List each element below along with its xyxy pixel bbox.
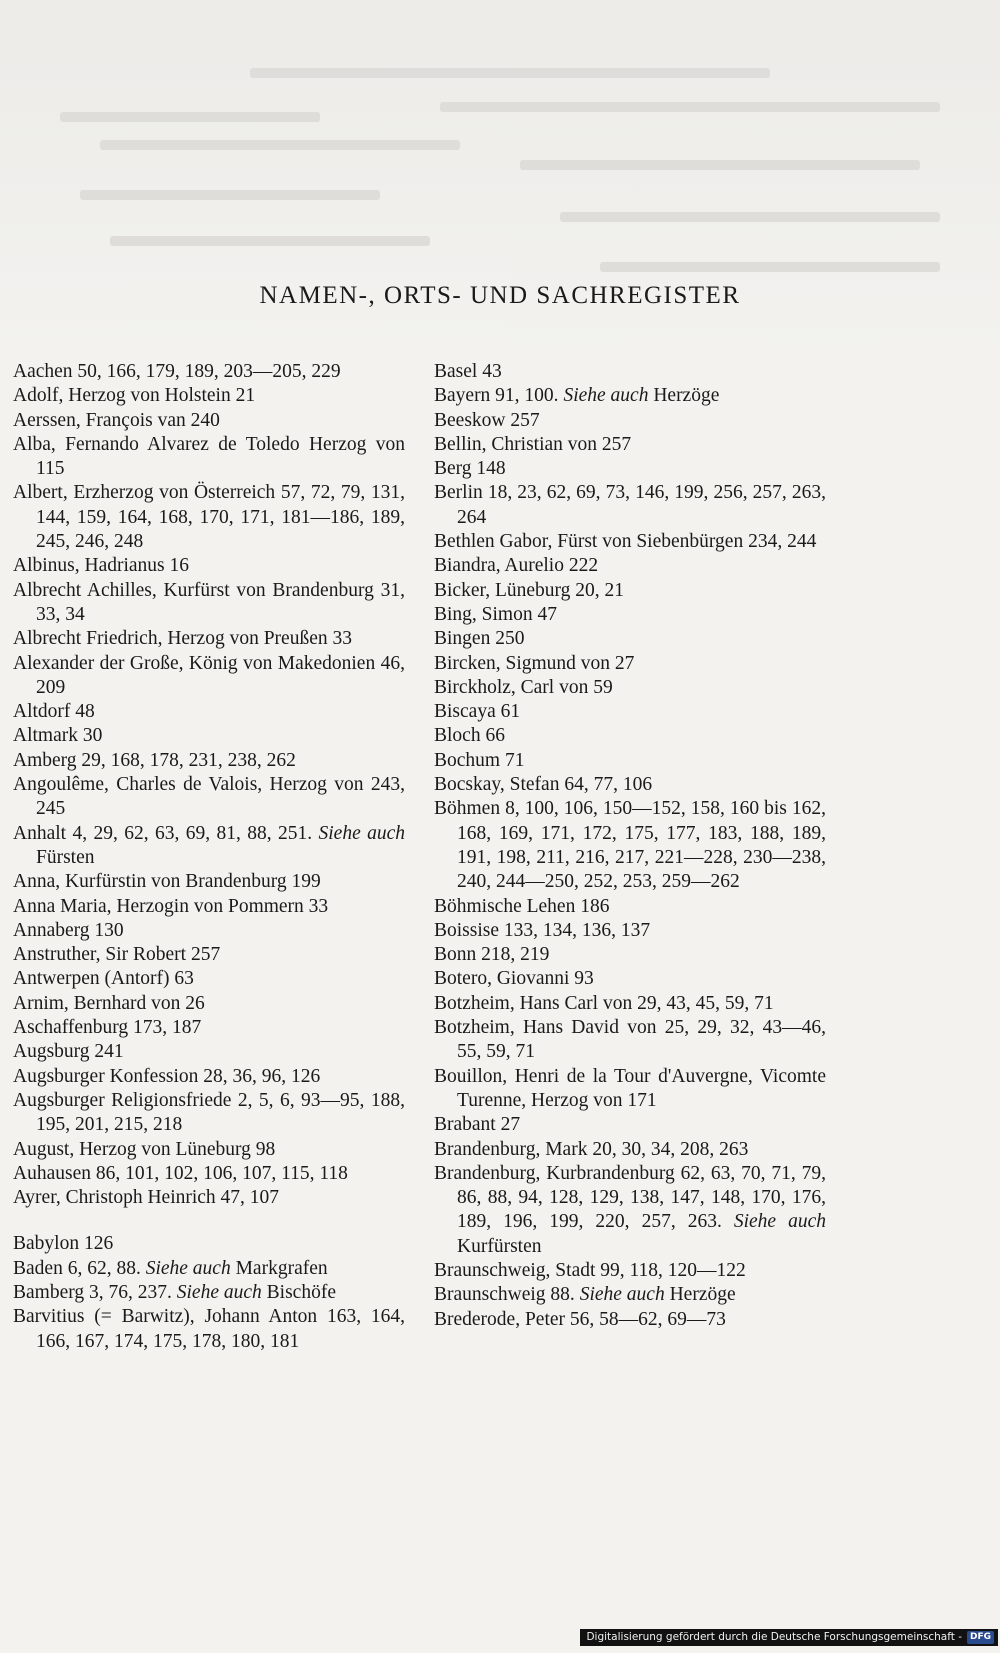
- see-also-target: Fürsten: [36, 846, 95, 868]
- index-entry: [434, 481, 826, 530]
- index-entry-text: Baden 6, 62, 88.: [13, 1257, 141, 1279]
- index-entry: [13, 1186, 405, 1210]
- index-entry-text: Bouillon, Henri de la Tour d'Auvergne, Vicomte Turenne, Herzog von 171: [434, 1065, 826, 1111]
- index-entry-text: Angoulême, Charles de Valois, Herzog von 243, 245: [13, 774, 405, 820]
- index-entry: [13, 579, 405, 628]
- index-entry: [434, 384, 826, 408]
- index-entry-text: Anstruther, Sir Robert 257: [13, 944, 221, 966]
- index-entry: [434, 797, 826, 894]
- index-entry-text: Bing, Simon 47: [434, 603, 557, 625]
- index-entry-text: Augsburger Konfession 28, 36, 96, 126: [13, 1065, 321, 1087]
- index-entry-text: Albinus, Hadrianus 16: [13, 555, 190, 577]
- index-entry-text: Altdorf 48: [13, 701, 95, 723]
- index-entry-text: Bicker, Lüneburg 20, 21: [434, 579, 625, 601]
- index-entry: [13, 384, 405, 408]
- index-entry: [13, 822, 405, 871]
- index-entry: [434, 1308, 826, 1332]
- index-entry: [434, 724, 826, 748]
- index-entry: [13, 554, 405, 578]
- index-entry-text: Albrecht Achilles, Kurfürst von Brandenburg 31, 33, 34: [13, 579, 405, 625]
- index-entry: [434, 1016, 826, 1065]
- index-entry-text: Bircken, Sigmund von 27: [434, 652, 635, 674]
- index-entry: [13, 481, 405, 554]
- index-entry: [13, 1281, 405, 1305]
- index-entry-text: Bethlen Gabor, Fürst von Siebenbürgen 234, 244: [434, 531, 817, 553]
- index-entry: [13, 749, 405, 773]
- index-entry: [13, 1232, 405, 1256]
- index-entry-text: Arnim, Bernhard von 26: [13, 992, 205, 1014]
- index-entry-text: Brandenburg, Mark 20, 30, 34, 208, 263: [434, 1138, 749, 1160]
- index-entry: [13, 943, 405, 967]
- index-entry: [434, 409, 826, 433]
- index-entry-text: Bellin, Christian von 257: [434, 433, 632, 455]
- index-entry: [434, 749, 826, 773]
- index-entry: [13, 627, 405, 651]
- index-entry: [434, 579, 826, 603]
- index-entry-text: Botero, Giovanni 93: [434, 968, 594, 990]
- index-entry: [13, 700, 405, 724]
- index-entry-text: Braunschweig 88.: [434, 1284, 575, 1306]
- index-entry-text: Braunschweig, Stadt 99, 118, 120—122: [434, 1259, 746, 1281]
- index-entry-text: Birckholz, Carl von 59: [434, 676, 613, 698]
- index-entry: [434, 700, 826, 724]
- index-entry-text: Aschaffenburg 173, 187: [13, 1017, 202, 1039]
- index-entry-text: Biscaya 61: [434, 701, 521, 723]
- index-entry: [434, 967, 826, 991]
- index-entry-text: Boissise 133, 134, 136, 137: [434, 919, 651, 941]
- index-entry-text: Adolf, Herzog von Holstein 21: [13, 385, 256, 407]
- index-entry-text: Berg 148: [434, 458, 506, 480]
- index-entry-text: Bayern 91, 100.: [434, 385, 559, 407]
- index-entry-text: Aerssen, François van 240: [13, 409, 220, 431]
- index-entry-text: Amberg 29, 168, 178, 231, 238, 262: [13, 749, 296, 771]
- index-entry-text: Aachen 50, 166, 179, 189, 203—205, 229: [13, 361, 341, 382]
- index-entry-text: Basel 43: [434, 361, 502, 382]
- index-entry: [13, 433, 405, 482]
- index-entry-text: Biandra, Aurelio 222: [434, 555, 599, 577]
- index-entry-text: Anna Maria, Herzogin von Pommern 33: [13, 895, 329, 917]
- index-entry: [13, 409, 405, 433]
- index-entry: [434, 895, 826, 919]
- index-entry: [13, 1089, 405, 1138]
- index-entry-text: Anna, Kurfürstin von Brandenburg 199: [13, 871, 321, 893]
- index-entry: [434, 943, 826, 967]
- index-entry: [434, 433, 826, 457]
- index-entry-text: Altmark 30: [13, 725, 103, 747]
- see-also-label: Siehe auch: [145, 1257, 231, 1279]
- index-entry: [13, 1162, 405, 1186]
- index-entry: [13, 919, 405, 943]
- index-entry: [13, 360, 405, 384]
- index-entry: [13, 1065, 405, 1089]
- index-entry-text: Anhalt 4, 29, 62, 63, 69, 81, 88, 251.: [13, 822, 313, 844]
- index-entry: [434, 1283, 826, 1307]
- index-column-left: [13, 360, 405, 1354]
- see-also-label: Siehe auch: [563, 385, 649, 407]
- index-entry-text: Bochum 71: [434, 749, 525, 771]
- see-also-label: Siehe auch: [318, 822, 406, 844]
- see-also-label: Siehe auch: [579, 1284, 665, 1306]
- index-entry-text: Brabant 27: [434, 1114, 521, 1136]
- index-entry-text: Bamberg 3, 76, 237.: [13, 1281, 172, 1303]
- index-entry: [13, 652, 405, 701]
- footer-text: Digitalisierung gefördert durch die Deutsche Forschungsgemeinschaft -: [586, 1631, 962, 1643]
- see-also-target: Bischöfe: [261, 1281, 336, 1303]
- see-also-label: Siehe auch: [733, 1211, 826, 1233]
- index-entry: [434, 1065, 826, 1114]
- see-also-target: Markgrafen: [230, 1257, 328, 1279]
- index-entry: [13, 724, 405, 748]
- index-entry-text: Albert, Erzherzog von Österreich 57, 72, 79, 131, 144, 159, 164, 168, 170, 171, 181—186, 189, 245, 246, 248: [13, 482, 405, 553]
- index-entry-text: Böhmische Lehen 186: [434, 895, 610, 917]
- index-entry-text: August, Herzog von Lüneburg 98: [13, 1138, 276, 1160]
- index-entry-text: Albrecht Friedrich, Herzog von Preußen 33: [13, 628, 352, 650]
- index-entry-text: Brederode, Peter 56, 58—62, 69—73: [434, 1308, 726, 1330]
- index-entry-text: Bloch 66: [434, 725, 505, 747]
- index-entry: [13, 1138, 405, 1162]
- index-entry: [434, 627, 826, 651]
- index-entry: [434, 530, 826, 554]
- see-also-label: Siehe auch: [176, 1281, 262, 1303]
- index-entry-text: Alexander der Große, König von Makedonien 46, 209: [13, 652, 405, 698]
- index-entry: [434, 773, 826, 797]
- index-entry-text: Bonn 218, 219: [434, 944, 550, 966]
- index-entry: [434, 992, 826, 1016]
- index-entry-text: Ayrer, Christoph Heinrich 47, 107: [13, 1187, 280, 1209]
- index-entry-text: Brandenburg, Kurbrandenburg 62, 63, 70, 71, 79, 86, 88, 94, 128, 129, 138, 147, 148, 170, 176, 189, 196, 199, 220, 257, 263.: [434, 1162, 826, 1233]
- index-entry: [434, 1113, 826, 1137]
- index-entry: [434, 676, 826, 700]
- index-column-right: [434, 360, 826, 1332]
- page-title: NAMEN-, ORTS- UND SACHREGISTER: [259, 282, 741, 309]
- dfg-footer: [580, 1629, 998, 1646]
- index-entry: [13, 1305, 405, 1354]
- dfg-logo: DFG: [967, 1631, 994, 1644]
- index-entry-text: Auhausen 86, 101, 102, 106, 107, 115, 118: [13, 1162, 348, 1184]
- index-entry: [434, 603, 826, 627]
- index-entry: [434, 554, 826, 578]
- index-entry: [434, 1162, 826, 1259]
- index-entry: [434, 1259, 826, 1283]
- index-entry: [434, 360, 826, 384]
- section-gap: [13, 1210, 405, 1232]
- see-also-target: Herzöge: [648, 385, 720, 407]
- index-entry: [434, 919, 826, 943]
- index-entry: [13, 992, 405, 1016]
- index-entry: [13, 870, 405, 894]
- index-entry-text: Bingen 250: [434, 628, 525, 650]
- index-entry-text: Barvitius (= Barwitz), Johann Anton 163, 164, 166, 167, 174, 175, 178, 180, 181: [13, 1306, 405, 1352]
- index-entry: [13, 967, 405, 991]
- index-entry: [13, 895, 405, 919]
- index-entry: [13, 1016, 405, 1040]
- index-entry: [13, 1257, 405, 1281]
- see-also-target: Kurfürsten: [457, 1235, 542, 1257]
- index-entry: [434, 1138, 826, 1162]
- index-entry-text: Botzheim, Hans David von 25, 29, 32, 43—46, 55, 59, 71: [434, 1017, 826, 1063]
- index-entry: [434, 652, 826, 676]
- index-entry-text: Beeskow 257: [434, 409, 540, 431]
- index-entry-text: Babylon 126: [13, 1233, 114, 1255]
- index-entry: [13, 773, 405, 822]
- index-entry-text: Bocskay, Stefan 64, 77, 106: [434, 774, 653, 796]
- index-entry-text: Alba, Fernando Alvarez de Toledo Herzog von 115: [13, 433, 405, 480]
- index-entry: [434, 457, 826, 481]
- index-entry-text: Augsburg 241: [13, 1041, 124, 1063]
- index-entry-text: Antwerpen (Antorf) 63: [13, 968, 194, 990]
- index-entry-text: Augsburger Religionsfriede 2, 5, 6, 93—95, 188, 195, 201, 215, 218: [13, 1089, 405, 1136]
- index-entry-text: Botzheim, Hans Carl von 29, 43, 45, 59, 71: [434, 992, 774, 1014]
- index-entry-text: Annaberg 130: [13, 919, 124, 941]
- index-entry-text: Berlin 18, 23, 62, 69, 73, 146, 199, 256, 257, 263, 264: [434, 482, 826, 528]
- index-entry-text: Böhmen 8, 100, 106, 150—152, 158, 160 bis 162, 168, 169, 171, 172, 175, 177, 183, 188, 189, 191, 198, 211, 216, 217, 221—228, 230—238, 240, 244—250, 252, 253, 259—262: [434, 798, 826, 893]
- index-entry: [13, 1040, 405, 1064]
- see-also-target: Herzöge: [664, 1284, 736, 1306]
